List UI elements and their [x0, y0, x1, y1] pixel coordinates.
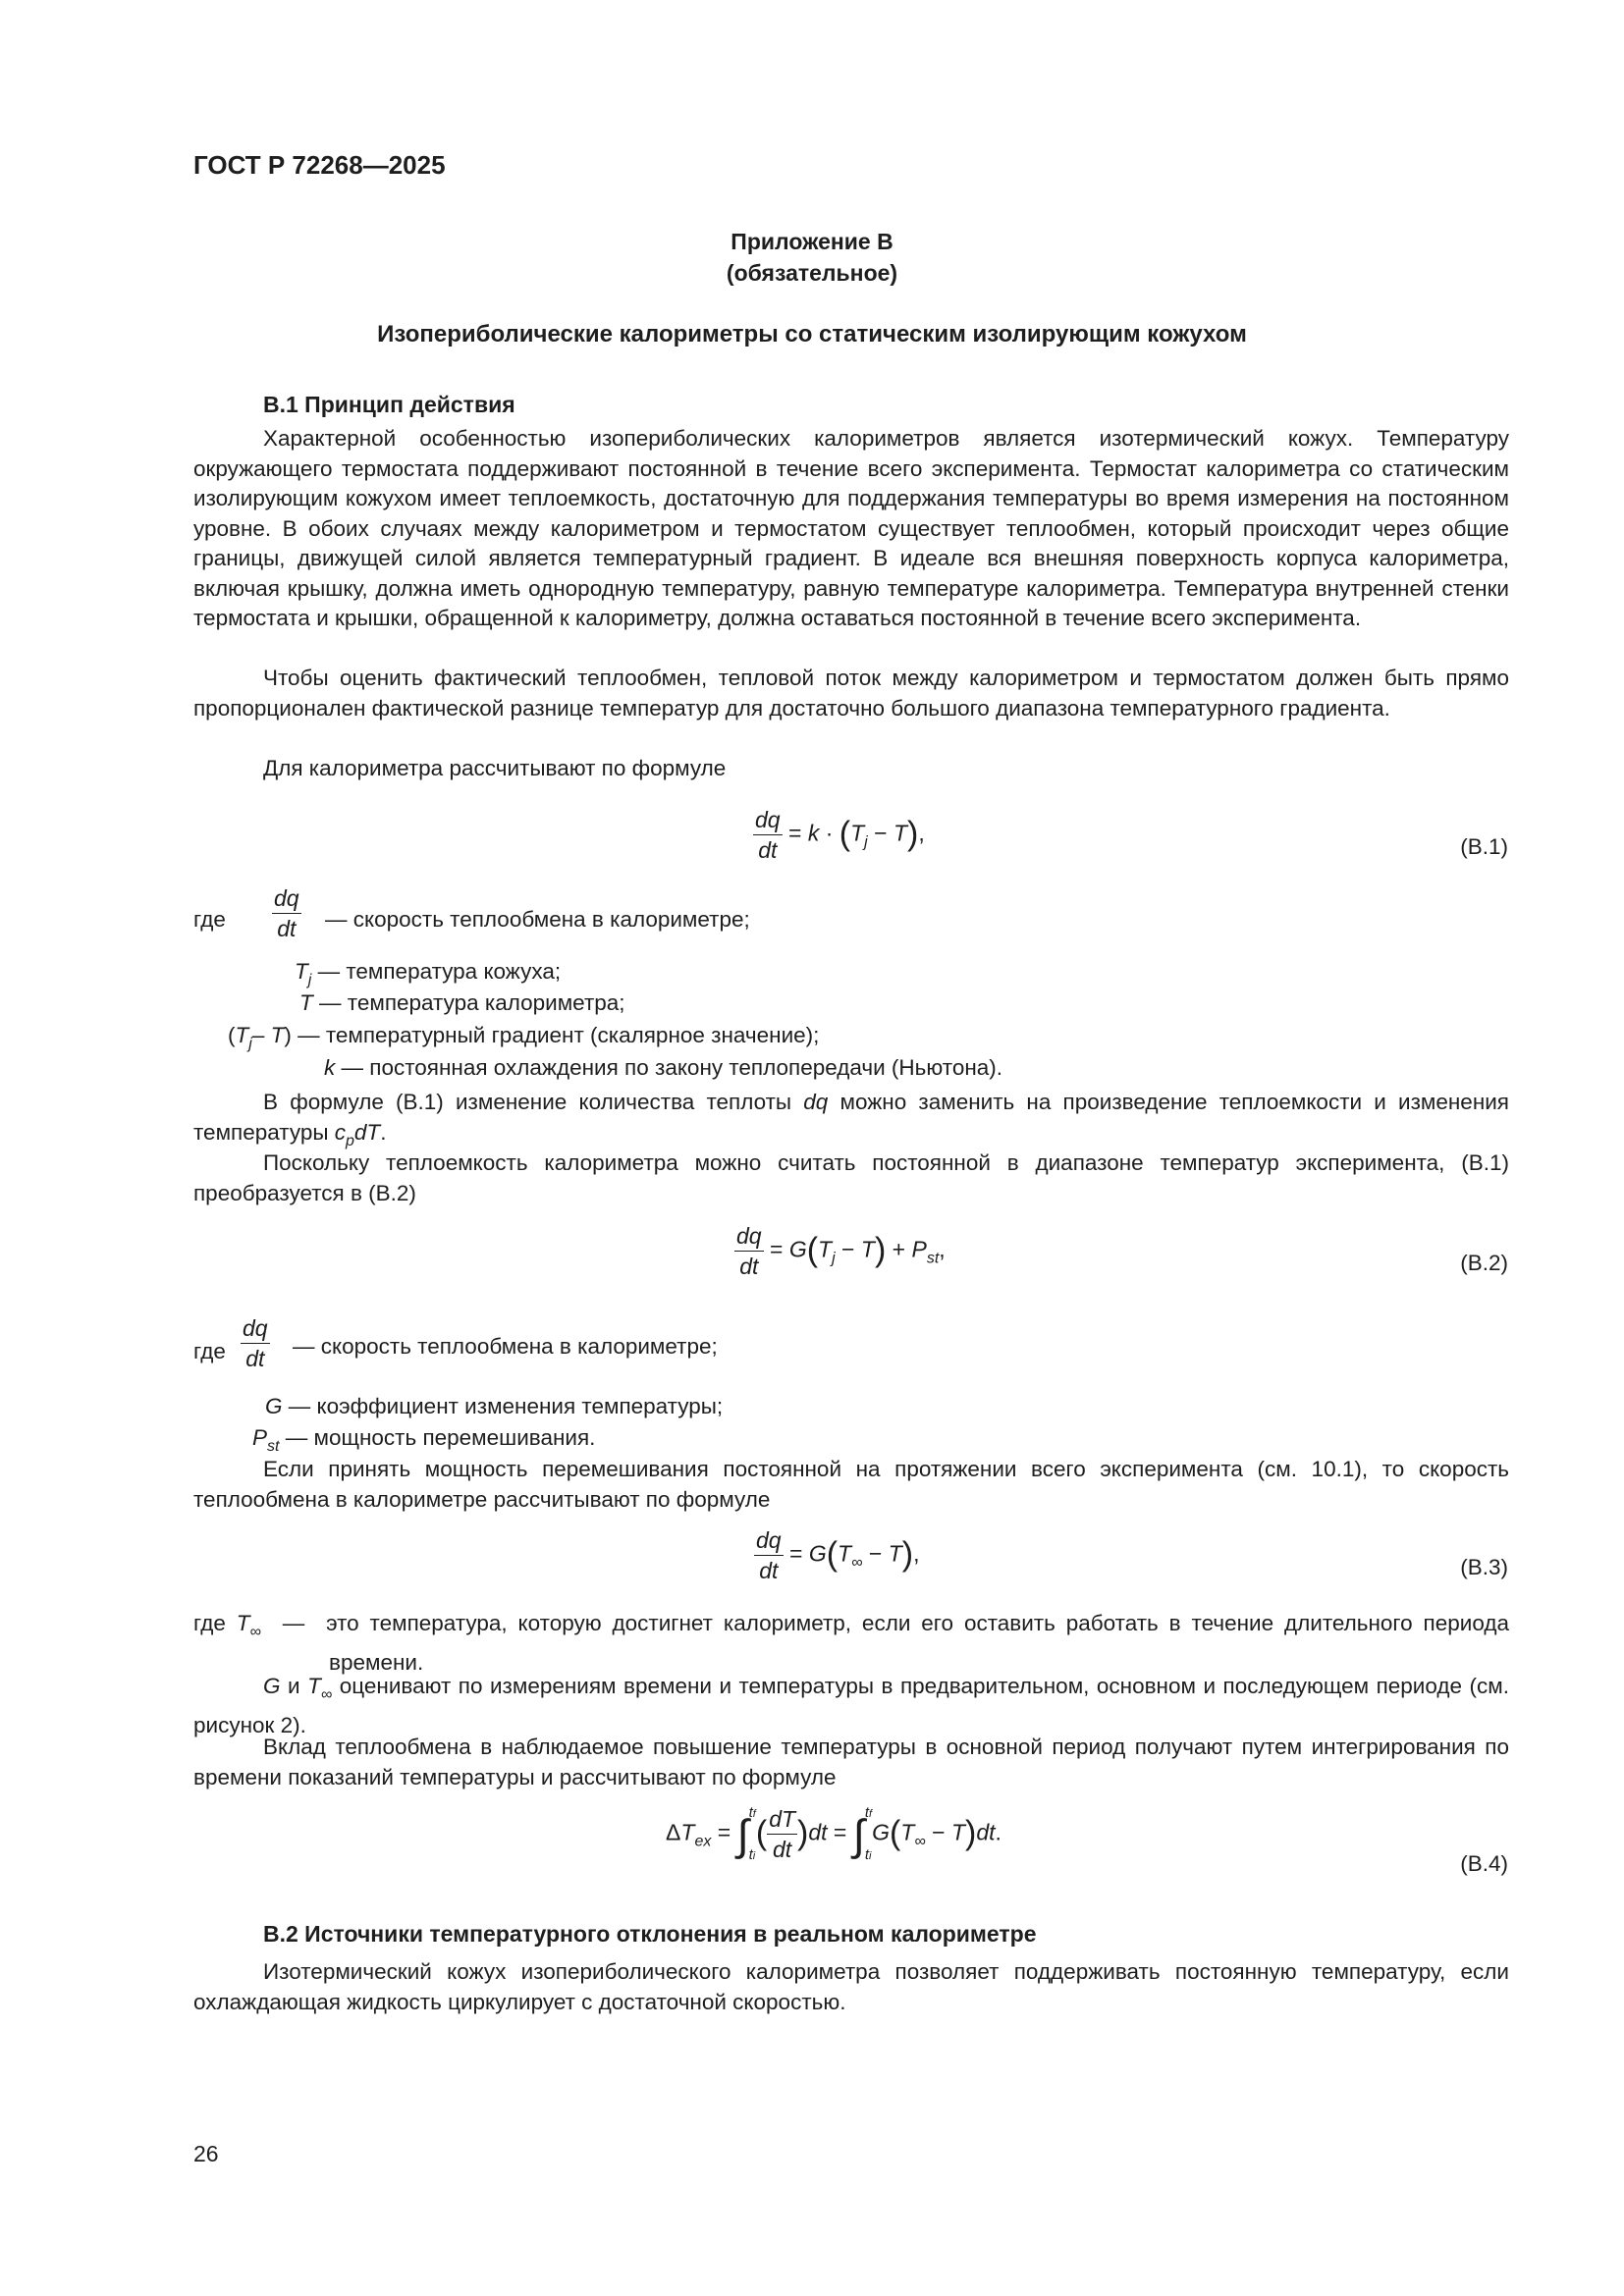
- paragraph: В формуле (В.1) изменение количества теплоты dq можно заменить на произведение теплоемкости и изменения температуры $c_pdT$.: [193, 1090, 1509, 1149]
- paragraph: Вклад теплообмена в наблюдаемое повышение температуры в основной период получают путем интегрирования по времени показаний температуры и рассчитывают по формуле: [193, 1735, 1509, 1789]
- paragraph: Если принять мощность перемешивания постоянной на протяжении всего эксперимента (см. 10.1), то скорость теплообмена в калориметре рассчитывают по формуле: [193, 1457, 1509, 1512]
- where-label: где: [193, 1339, 226, 1363]
- paragraph: G и $T_\infty$ оценивают по измерениям времени и температуры в предварительном, основном и последующем периоде (см. рисунок 2).: [193, 1674, 1509, 1737]
- where-item: k — постоянная охлаждения по закону теплопередачи (Ньютона).: [324, 1055, 1003, 1080]
- equation-b1: $\frac{dq}{dt}$ = $k \cdot (T_j - T)$,: [755, 807, 925, 863]
- paragraph: Чтобы оценить фактический теплообмен, тепловой поток между калориметром и термостатом должен быть прямо пропорционален фактической разнице температур для достаточно большого диапазона температурного градиента.: [193, 666, 1509, 721]
- where-symbol-dqdt: $\frac{dq}{dt}$: [243, 1315, 268, 1371]
- where-label: где: [193, 907, 226, 932]
- where-item: где $T_\infty$ — это температура, которую достигнет калориметр, если его оставить работать в течение длительного периода времени.: [193, 1611, 1510, 1675]
- where-item: — скорость теплообмена в калориметре;: [293, 1334, 718, 1359]
- where-item: — скорость теплообмена в калориметре;: [325, 907, 750, 932]
- paragraph: Поскольку теплоемкость калориметра можно считать постоянной в диапазоне температур эксперимента, (В.1) преобразуется в (В.2): [193, 1150, 1509, 1205]
- equation-b3: $\frac{dq}{dt}$ = $G(T_\infty - T)$,: [756, 1527, 920, 1583]
- paragraph: Изотермический кожух изопериболического калориметра позволяет поддерживать постоянную температуру, если охлаждающая жидкость циркулирует с достаточной скоростью.: [193, 1959, 1509, 2014]
- equation-number: (В.4): [1460, 1851, 1508, 1876]
- annex-label: Приложение В: [731, 229, 893, 254]
- page-number: 26: [193, 2141, 219, 2166]
- equation-number: (В.1): [1460, 834, 1508, 859]
- where-item: G — коэффициент изменения температуры;: [265, 1394, 724, 1418]
- section-b2-heading: В.2 Источники температурного отклонения в реальном калориметре: [263, 1921, 1037, 1947]
- equation-number: (В.2): [1460, 1251, 1508, 1275]
- section-b1-heading: В.1 Принцип действия: [263, 392, 515, 417]
- standard-code: ГОСТ Р 72268—2025: [193, 150, 446, 180]
- annex-title: Изопериболические калориметры со статическим изолирующим кожухом: [377, 321, 1247, 347]
- annex-label-block: [0, 226, 1624, 289]
- where-symbol-dqdt: $\frac{dq}{dt}$: [274, 885, 299, 941]
- where-item: $T_j$ — температура кожуха;: [295, 959, 562, 988]
- equation-b2: $\frac{dq}{dt}$ = $G(T_j - T) + P_{st}$,: [736, 1223, 946, 1279]
- equation-number: (В.3): [1460, 1555, 1508, 1579]
- where-item: ($T_j-$ T) — температурный градиент (скалярное значение);: [228, 1023, 820, 1052]
- paragraph: Характерной особенностью изопериболических калориметров является изотермический кожух. Температуру окружающего термостата поддерживают постоянной в течение всего эксперимента. Термостат калориметра со статическим изолирующим кожухом имеет теплоемкость, достаточную для поддержания температуры во время измерения на постоянном уровне. В обоих случаях между калориметром и термостатом существует теплообмен, который происходит через общие границы, движущей силой является температурный градиент. В идеале вся внешняя поверхность корпуса калориметра, включая крышку, должна иметь однородную температуру, равную температуре калориметра. Температура внутренней стенки термостата и крышки, обращенной к калориметру, должна оставаться постоянной в течение всего эксперимента.: [193, 426, 1509, 630]
- where-item: T — температура калориметра;: [299, 990, 625, 1015]
- where-item: $P_{st}$ — мощность перемешивания.: [252, 1425, 596, 1455]
- paragraph: Для калориметра рассчитывают по формуле: [263, 756, 727, 780]
- equation-b4: $\Delta T_{ex}$ = ∫ tf ti ( $\frac{dT}{dt}$ )dt = ∫ tf ti $G(T_\infty - T)dt$.: [666, 1803, 1001, 1863]
- annex-status: (обязательное): [726, 260, 898, 286]
